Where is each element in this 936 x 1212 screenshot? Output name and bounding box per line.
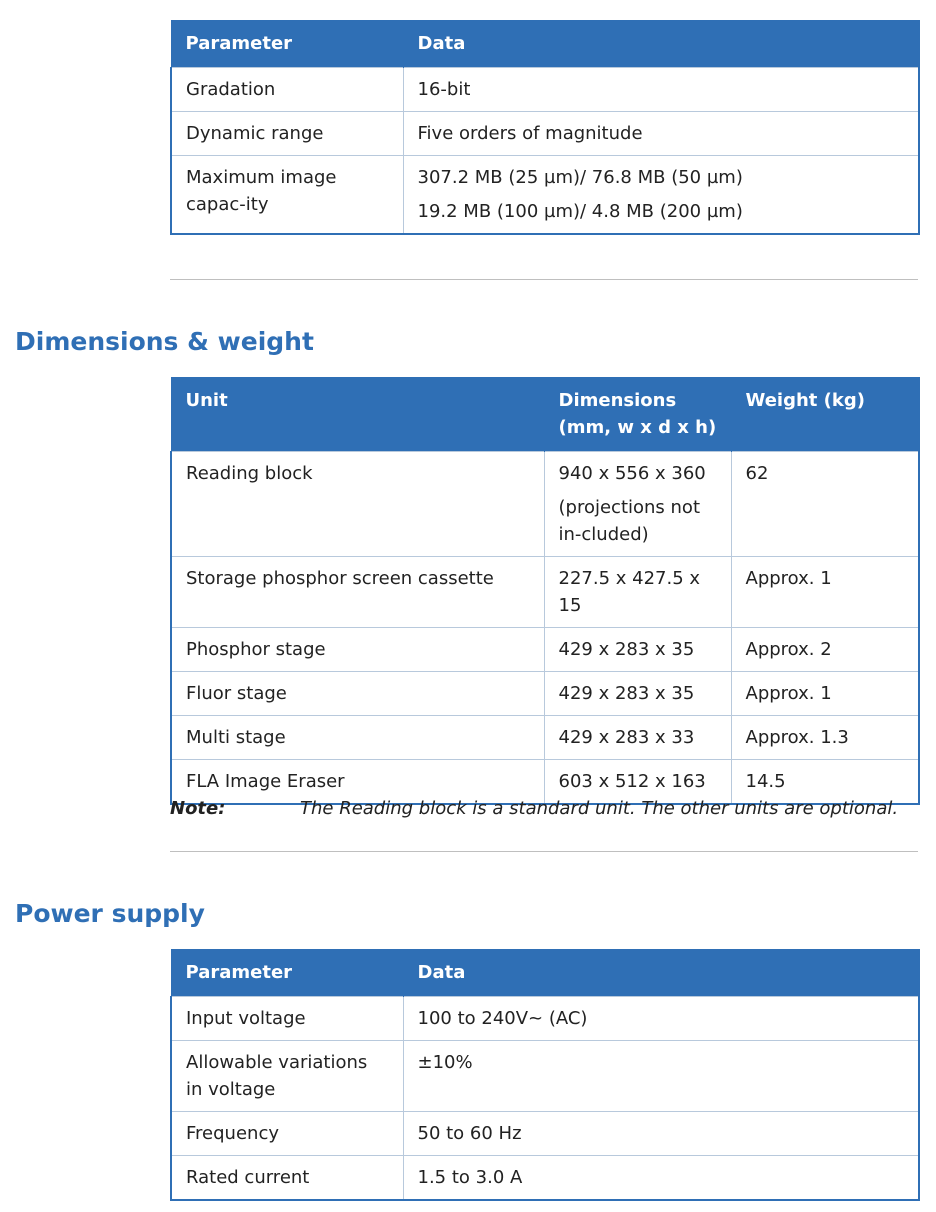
data-cell: ±10% — [403, 1041, 919, 1112]
table-row — [171, 68, 919, 112]
section-title-dimensions: Dimensions & weight — [15, 327, 314, 356]
parameter-cell: Rated current — [171, 1156, 403, 1201]
data-cell: 100 to 240V~ (AC) — [403, 997, 919, 1041]
dimensions-cell: 603 x 512 x 163 — [544, 760, 731, 805]
table-row — [171, 452, 919, 557]
unit-cell: Reading block — [171, 452, 544, 557]
weight-cell: Approx. 1.3 — [731, 716, 919, 760]
image-spec-table — [170, 20, 920, 235]
column-header: Unit — [171, 377, 544, 452]
dimensions-cell: 429 x 283 x 35 — [544, 628, 731, 672]
table-row — [171, 716, 919, 760]
table-row — [171, 156, 919, 235]
dimensions-table — [170, 377, 920, 805]
table-header-row — [171, 20, 919, 68]
data-line: 19.2 MB (100 µm)/ 4.8 MB (200 µm) — [417, 201, 743, 222]
section-title-power: Power supply — [15, 899, 205, 928]
parameter-cell: Allowable variations in voltage — [171, 1041, 403, 1112]
table-row — [171, 557, 919, 628]
table-row — [171, 628, 919, 672]
dimensions-cell: 429 x 283 x 33 — [544, 716, 731, 760]
table-row — [171, 672, 919, 716]
data-cell: Five orders of magnitude — [403, 112, 919, 156]
dimensions-cell: 227.5 x 427.5 x 15 — [544, 557, 731, 628]
dimensions-cell — [544, 452, 731, 557]
parameter-cell: Input voltage — [171, 997, 403, 1041]
table-header-row — [171, 377, 919, 452]
data-cell: 16-bit — [403, 68, 919, 112]
dimensions-note: (projections not in-cluded) — [558, 497, 700, 545]
data-cell: 1.5 to 3.0 A — [403, 1156, 919, 1201]
column-header: Parameter — [171, 20, 403, 68]
unit-cell: Multi stage — [171, 716, 544, 760]
data-cell: 50 to 60 Hz — [403, 1112, 919, 1156]
table-row — [171, 1156, 919, 1201]
data-cell — [403, 156, 919, 235]
table-header-row — [171, 949, 919, 997]
dimensions-value: 940 x 556 x 360 — [558, 463, 706, 484]
column-header: Data — [403, 20, 919, 68]
unit-cell: Fluor stage — [171, 672, 544, 716]
weight-cell: Approx. 2 — [731, 628, 919, 672]
table-row — [171, 1041, 919, 1112]
table-row — [171, 997, 919, 1041]
parameter-cell: Maximum image capac-ity — [171, 156, 403, 235]
unit-cell: Phosphor stage — [171, 628, 544, 672]
parameter-cell: Dynamic range — [171, 112, 403, 156]
dimensions-cell: 429 x 283 x 35 — [544, 672, 731, 716]
column-header: Dimensions (mm, w x d x h) — [544, 377, 731, 452]
note-label: Note: — [170, 798, 226, 819]
unit-cell: Storage phosphor screen cassette — [171, 557, 544, 628]
section-divider — [170, 279, 918, 280]
table-row — [171, 1112, 919, 1156]
weight-cell: Approx. 1 — [731, 672, 919, 716]
weight-cell: 14.5 — [731, 760, 919, 805]
table-row — [171, 112, 919, 156]
note-text: The Reading block is a standard unit. The other units are optional. — [300, 798, 899, 819]
weight-cell: 62 — [731, 452, 919, 557]
unit-cell: FLA Image Eraser — [171, 760, 544, 805]
parameter-cell: Frequency — [171, 1112, 403, 1156]
column-header: Weight (kg) — [731, 377, 919, 452]
power-supply-table — [170, 949, 920, 1201]
weight-cell: Approx. 1 — [731, 557, 919, 628]
column-header: Data — [403, 949, 919, 997]
parameter-cell: Gradation — [171, 68, 403, 112]
column-header: Parameter — [171, 949, 403, 997]
data-line: 307.2 MB (25 µm)/ 76.8 MB (50 µm) — [417, 167, 743, 188]
section-divider — [170, 851, 918, 852]
